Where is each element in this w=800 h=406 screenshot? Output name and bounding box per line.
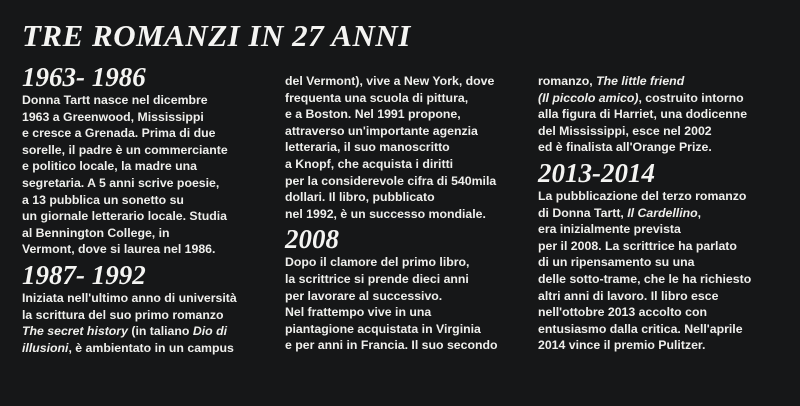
text-line: a Knopf, che acquista i diritti <box>285 156 454 171</box>
text-line: nell'ottobre 2013 accolto con <box>538 305 707 320</box>
text-line: nel 1992, è un successo mondiale. <box>285 206 486 221</box>
text-fragment: di Donna Tartt, <box>538 205 628 220</box>
year-heading-1987-1992: 1987- 1992 <box>22 259 146 290</box>
text-line: frequenta una scuola di pittura, <box>285 90 469 105</box>
book-title-italic: illusioni <box>22 340 69 355</box>
text-line: un giornale letterario locale. Studia <box>22 209 227 224</box>
column-2 <box>285 73 535 354</box>
paragraph-1987-1992 <box>22 290 272 356</box>
text-line: segretaria. A 5 anni scrive poesie, <box>22 175 220 190</box>
text-line: 1963 a Greenwood, Mississippi <box>22 109 204 124</box>
text-line: era inizialmente prevista <box>538 222 681 237</box>
text-line: per il 2008. La scrittrice ha parlato <box>538 238 737 253</box>
text-line: attraverso un'importante agenzia <box>285 123 478 138</box>
text-line: Iniziata nell'ultimo anno di università <box>22 290 237 305</box>
book-title-italic: The little friend <box>596 74 685 88</box>
text-line: e cresce a Grenada. Prima di due <box>22 126 216 141</box>
text-line: del Mississippi, esce nel 2002 <box>538 123 712 138</box>
text-line: al Bennington College, in <box>22 225 170 240</box>
text-line: Nel frattempo vive in una <box>285 305 432 320</box>
text-fragment: , costruito intorno <box>638 90 744 105</box>
text-line: delle sotto-trame, che le ha richiesto <box>538 271 752 286</box>
text-line: alla figura di Harriet, una dodicenne <box>538 107 748 122</box>
text-line: la scrittrice si prende dieci anni <box>285 271 469 286</box>
text-fragment: romanzo, <box>538 74 597 88</box>
text-line: a 13 pubblica un sonetto su <box>22 192 184 207</box>
paragraph-2008 <box>285 254 535 354</box>
text-line <box>538 90 793 107</box>
text-line: entusiasmo dalla critica. Nell'aprile <box>538 321 743 336</box>
text-line: ed è finalista all'Orange Prize. <box>538 140 712 155</box>
column-1 <box>22 62 272 356</box>
text-line <box>22 340 272 357</box>
text-fragment: , è ambientato in un campus <box>68 340 234 355</box>
page-title: TRE ROMANZI IN 27 ANNI <box>22 18 411 53</box>
text-line <box>538 73 793 90</box>
book-title-italic: Il Cardellino <box>627 205 698 220</box>
text-line: per la considerevole cifra di 540mila <box>285 173 497 188</box>
paragraph-1987-1992-cont <box>285 73 535 222</box>
text-line: per lavorare al successivo. <box>285 288 443 303</box>
year-heading-1963-1986: 1963- 1986 <box>22 62 146 92</box>
text-line: la scrittura del suo primo romanzo <box>22 307 224 322</box>
year-heading-2008: 2008 <box>285 224 339 255</box>
text-line: e per anni in Francia. Il suo secondo <box>285 338 498 353</box>
text-line: Vermont, dove si laurea nel 1986. <box>22 242 216 257</box>
text-line: del Vermont), vive a New York, dove <box>285 74 495 88</box>
text-line: Dopo il clamore del primo libro, <box>285 255 470 270</box>
text-fragment: , <box>697 205 702 220</box>
book-title-italic: Dio di <box>192 324 227 339</box>
paragraph-1963-1986 <box>22 92 272 258</box>
column-3 <box>538 73 793 354</box>
text-line: e a Boston. Nel 1991 propone, <box>285 107 461 122</box>
text-line <box>538 205 793 222</box>
text-fragment: (in taliano <box>127 324 193 339</box>
book-title-italic: The secret history <box>22 324 128 339</box>
year-heading-2013-2014: 2013-2014 <box>538 157 655 188</box>
text-line: letteraria, il suo manoscritto <box>285 140 450 155</box>
paragraph-2013-2014 <box>538 188 793 354</box>
text-line: dollari. Il libro, pubblicato <box>285 190 435 205</box>
text-line: sorelle, il padre è un commerciante <box>22 142 228 157</box>
text-line: altri anni di lavoro. Il libro esce <box>538 288 719 303</box>
text-line <box>22 323 272 340</box>
text-line: e politico locale, la madre una <box>22 159 197 174</box>
text-line: La pubblicazione del terzo romanzo <box>538 188 747 203</box>
text-line: di un ripensamento su una <box>538 255 695 270</box>
text-line: Donna Tartt nasce nel dicembre <box>22 93 208 107</box>
book-title-italic: (Il piccolo amico) <box>538 90 639 105</box>
text-line: 2014 vince il premio Pulitzer. <box>538 338 706 353</box>
paragraph-2008-cont <box>538 73 793 156</box>
text-line: piantagione acquistata in Virginia <box>285 321 481 336</box>
